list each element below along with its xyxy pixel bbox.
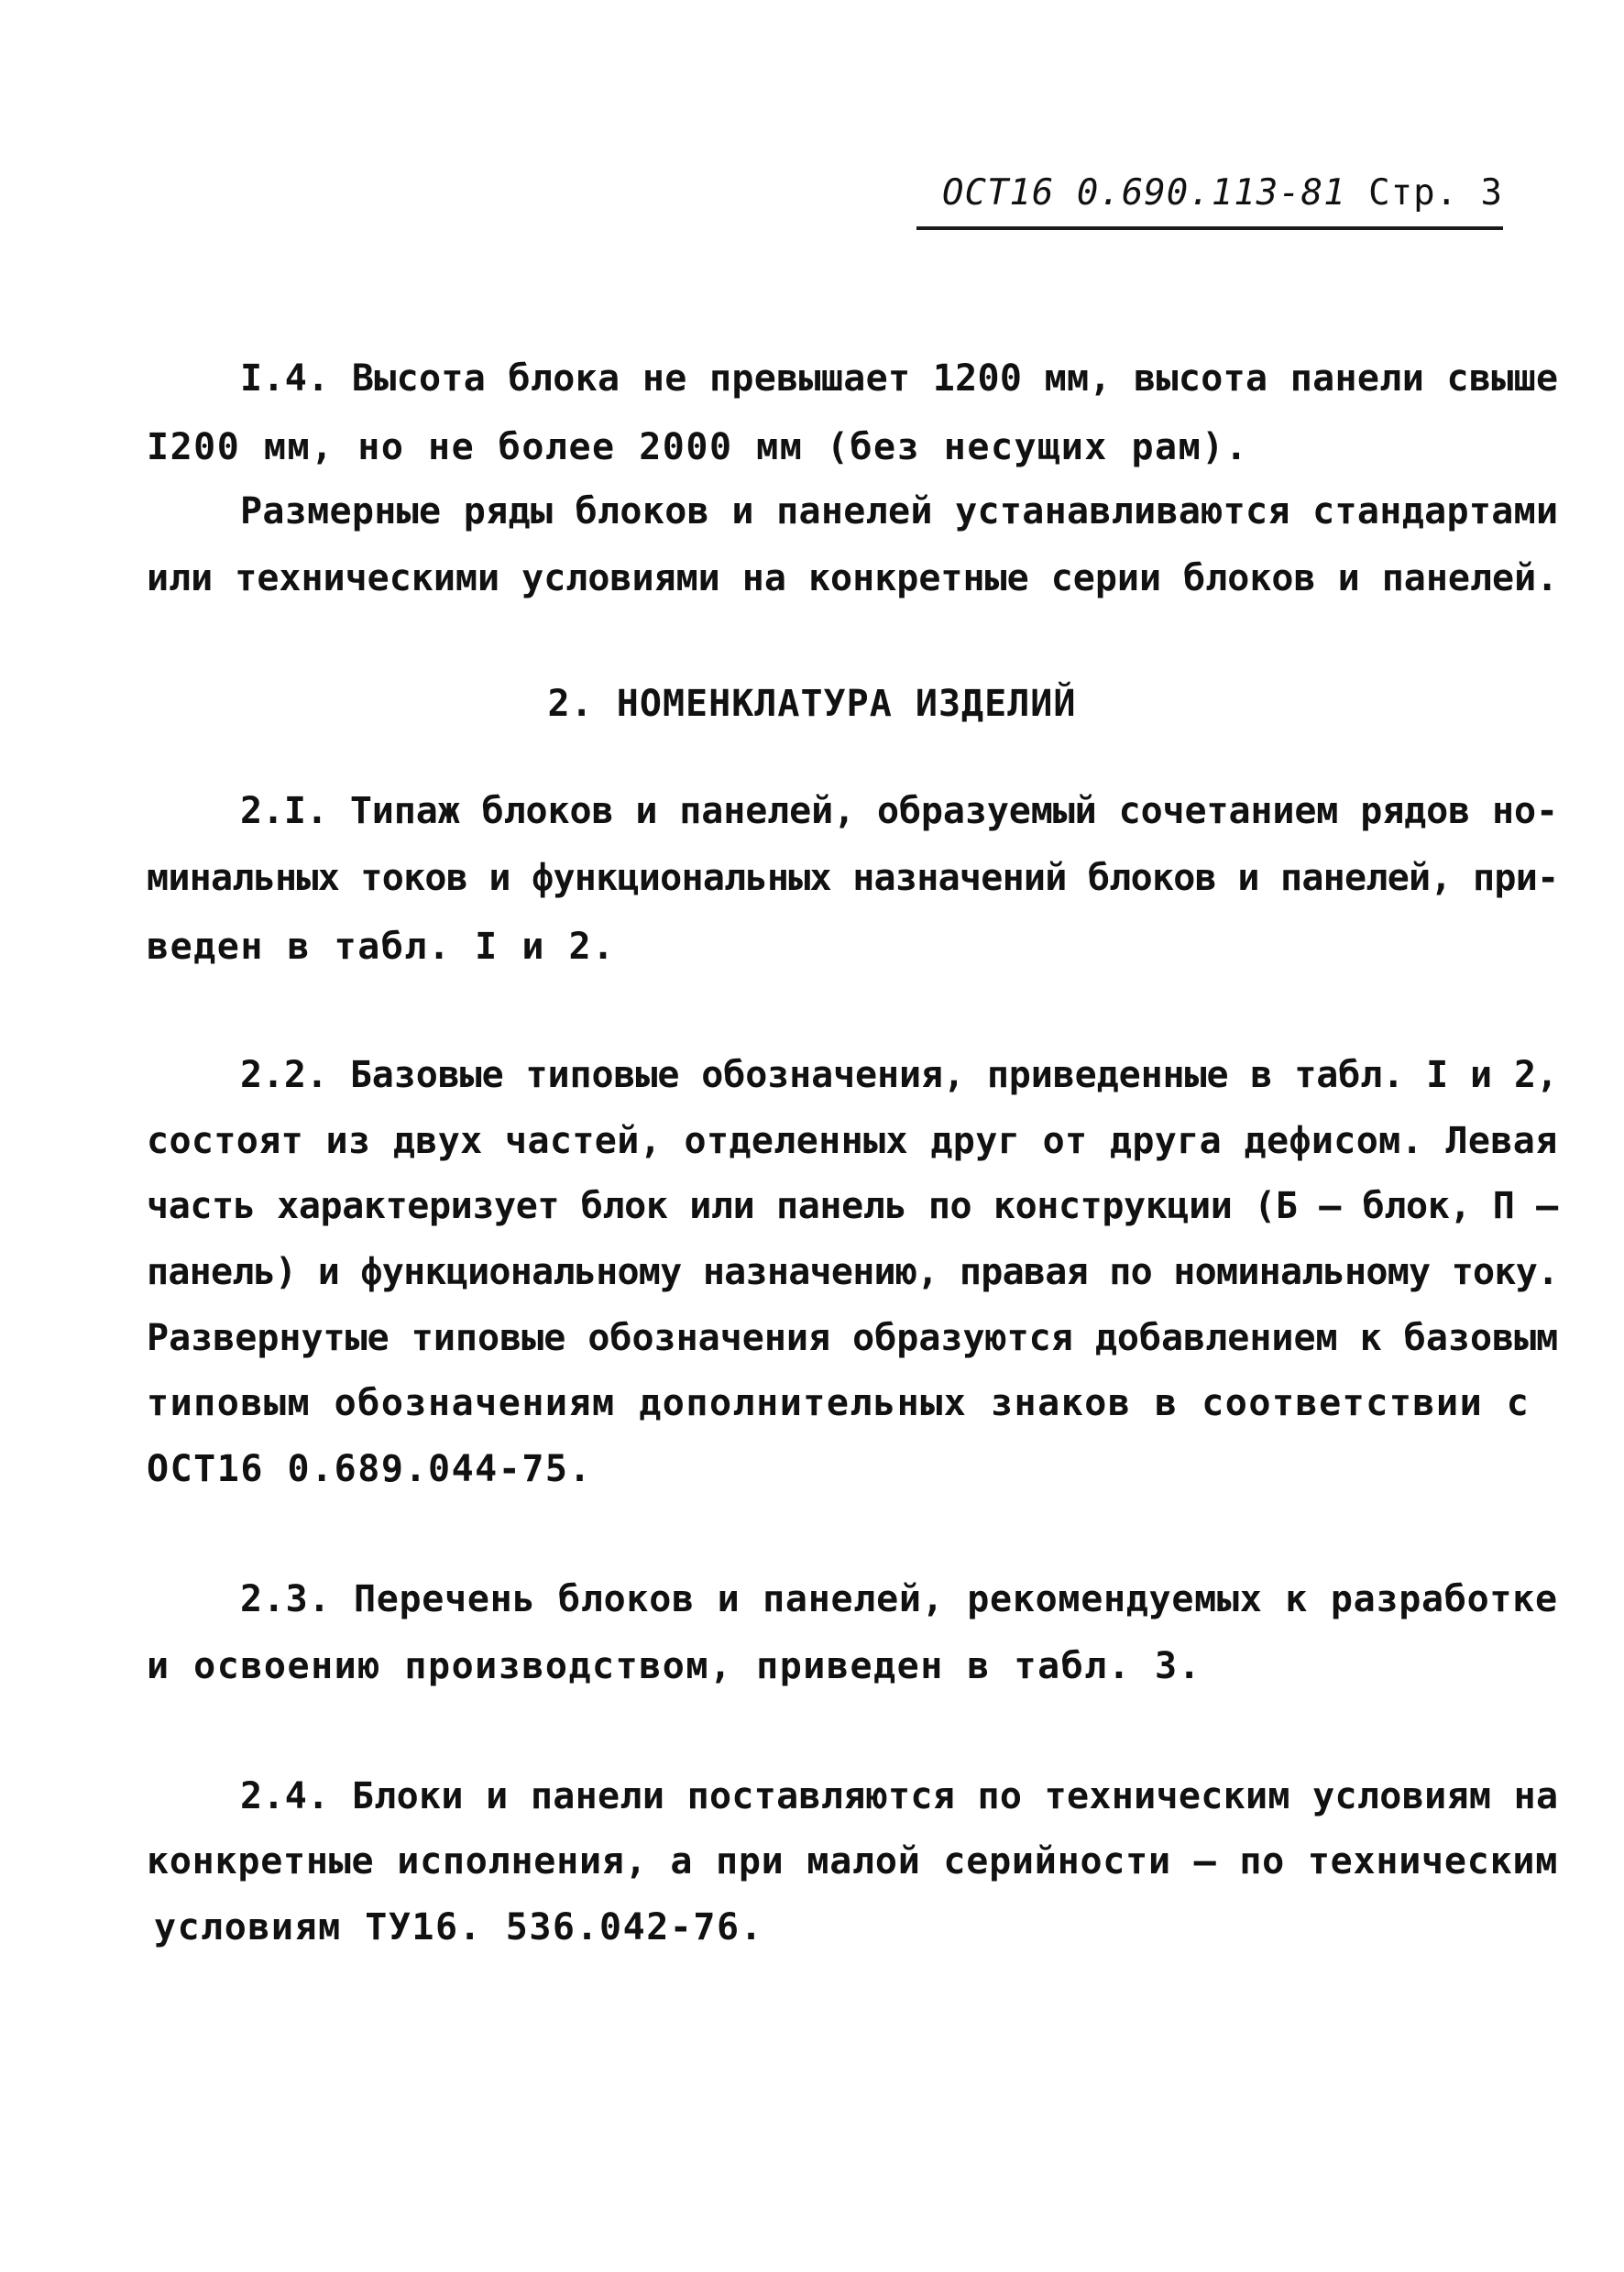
paragraph-sizes-line-2: или техническими условиями на конкретные серии блоков и панелей. bbox=[147, 557, 1559, 599]
page-number: Стр. 3 bbox=[1368, 172, 1503, 214]
paragraph-2-2-line-1: 2.2. Базовые типовые обозначения, приведенные в табл. I и 2, bbox=[240, 1054, 1558, 1096]
paragraph-2-3-line-1: 2.3. Перечень блоков и панелей, рекомендуемых к разработке bbox=[240, 1578, 1558, 1620]
paragraph-2-2-line-2: состоят из двух частей, отделенных друг от друга дефисом. Левая bbox=[147, 1120, 1558, 1162]
page-header bbox=[916, 172, 1503, 230]
paragraph-1-4-line-2: I200 мм, но не более 2000 мм (без несущих рам). bbox=[147, 426, 1249, 468]
paragraph-2-4-line-2: конкретные исполнения, а при малой серийности – по техническим bbox=[147, 1840, 1559, 1882]
paragraph-2-3-line-2: и освоению производством, приведен в табл. 3. bbox=[147, 1645, 1202, 1687]
paragraph-sizes-line-1: Размерные ряды блоков и панелей устанавливаются стандартами bbox=[240, 490, 1559, 532]
paragraph-2-1-line-1: 2.I. Типаж блоков и панелей, образуемый сочетанием рядов но- bbox=[240, 790, 1558, 832]
standard-code: ОСТ16 0.690.113-81 bbox=[941, 172, 1346, 214]
paragraph-2-2-line-4: панель) и функциональному назначению, правая по номинальному току. bbox=[147, 1251, 1559, 1293]
section-2-heading: 2. НОМЕНКЛАТУРА ИЗДЕЛИЙ bbox=[547, 683, 1077, 725]
paragraph-2-4-line-3: условиям ТУ16. 536.042-76. bbox=[154, 1906, 764, 1948]
paragraph-2-4-line-1: 2.4. Блоки и панели поставляются по техническим условиям на bbox=[240, 1775, 1559, 1817]
paragraph-2-2-line-6: типовым обозначениям дополнительных знаков в соответствии с bbox=[147, 1382, 1531, 1424]
paragraph-2-1-line-3: веден в табл. I и 2. bbox=[147, 926, 616, 968]
paragraph-2-2-line-5: Развернутые типовые обозначения образуются добавлением к базовым bbox=[147, 1317, 1559, 1359]
paragraph-1-4-line-1: I.4. Высота блока не превышает 1200 мм, высота панели свыше bbox=[240, 357, 1559, 400]
paragraph-2-1-line-2: минальных токов и функциональных назначений блоков и панелей, при- bbox=[147, 857, 1559, 899]
paragraph-2-2-line-3: часть характеризует блок или панель по конструкции (Б – блок, П – bbox=[147, 1185, 1558, 1227]
paragraph-2-2-line-7: ОСТ16 0.689.044-75. bbox=[147, 1448, 593, 1490]
